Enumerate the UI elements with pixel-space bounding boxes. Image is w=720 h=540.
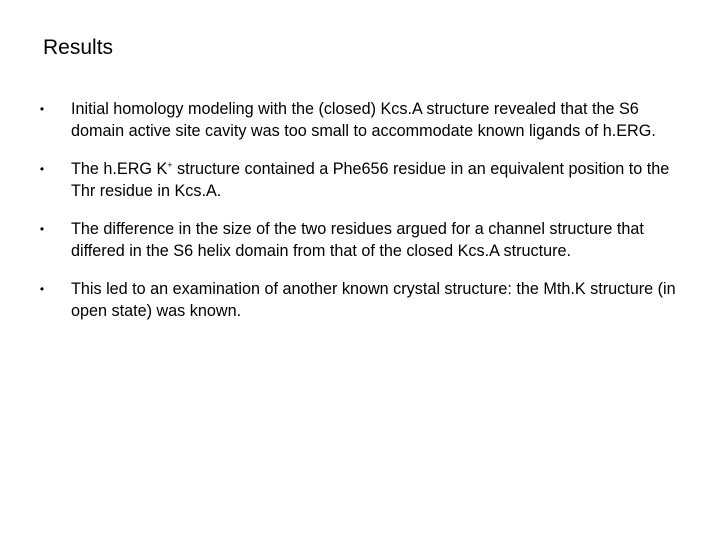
bullet-icon: • [39, 222, 45, 236]
bullet-text [71, 160, 669, 200]
bullet-item [36, 159, 686, 202]
bullet-text: This led to an examination of another known crystal structure: the Mth.K structure (in open state) was known. [71, 280, 676, 320]
bullet-item [36, 219, 686, 262]
bullet-icon: • [39, 102, 45, 116]
bullet-list [36, 99, 686, 322]
bullet-text-part: structure contained a Phe656 residue in an equivalent position to the Thr residue in Kcs.A. [71, 160, 670, 200]
slide-title: Results [43, 36, 114, 59]
bullet-text: Initial homology modeling with the (closed) Kcs.A structure revealed that the S6 domain active site cavity was too small to accommodate known ligands of h.ERG. [71, 100, 656, 140]
bullet-text: The difference in the size of the two residues argued for a channel structure that differed in the S6 helix domain from that of the closed Kcs.A structure. [71, 220, 644, 260]
superscript-charge: + [167, 160, 173, 170]
bullet-icon: • [39, 282, 45, 296]
bullet-item [36, 279, 686, 322]
bullet-text-part: The h.ERG K [71, 160, 168, 178]
bullet-item [36, 99, 686, 142]
bullet-icon: • [39, 162, 45, 176]
